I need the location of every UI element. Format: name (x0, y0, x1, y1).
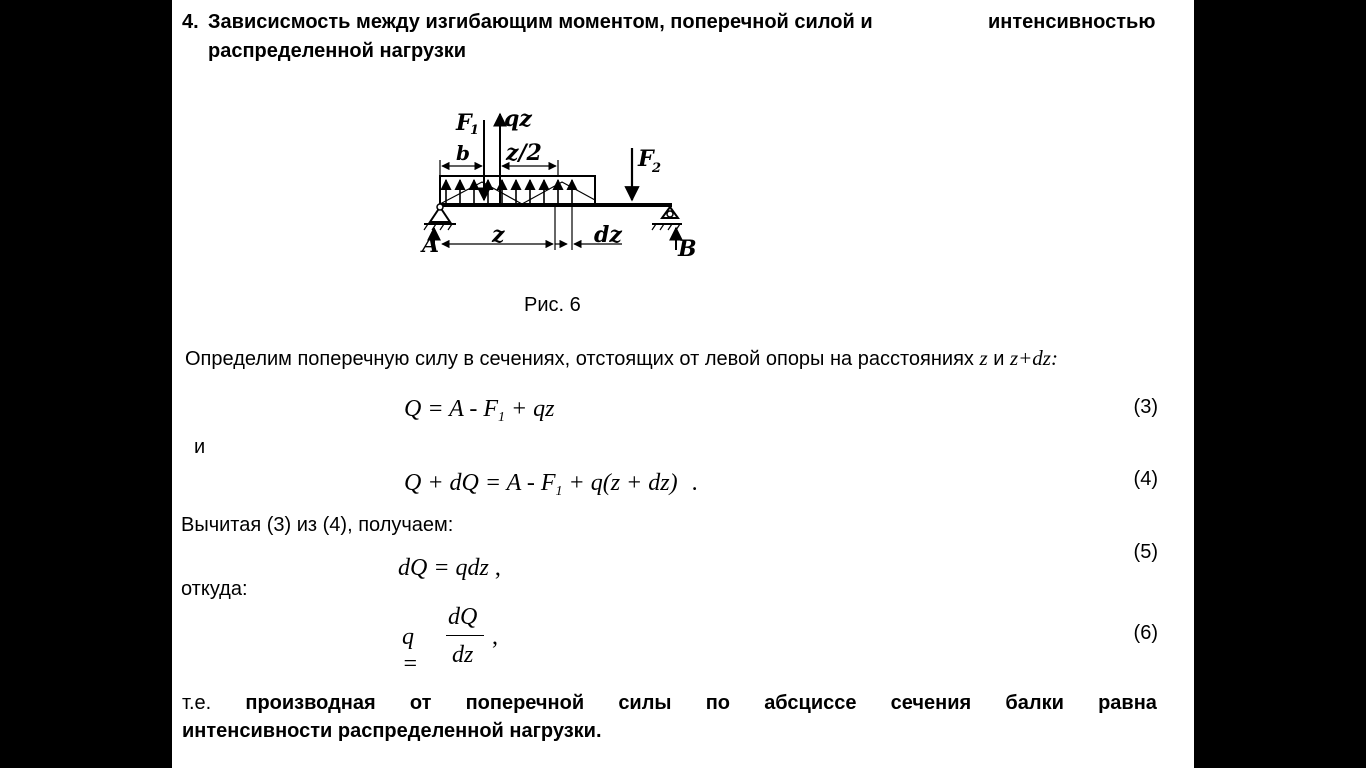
eq3-left: Q = A - F (404, 396, 498, 422)
conclusion-line-1 (182, 689, 1157, 717)
title-line-1-tail: интенсивностью (988, 11, 1156, 33)
conclusion-line-2-text: интенсивности распределенной нагрузки. (182, 720, 602, 742)
eq3-sub: 1 (497, 410, 505, 425)
conclusion-line-2 (182, 717, 1157, 745)
label-b: b (456, 141, 470, 165)
distributed-load-arrows (446, 180, 572, 204)
label-dz: dz (594, 222, 622, 248)
conclusion-word: балки (1005, 692, 1064, 714)
label-f2-sub: 2 (652, 161, 662, 176)
label-f1: F (456, 110, 472, 136)
beam-diagram (412, 100, 732, 270)
conclusion (182, 689, 1157, 745)
eq6-denominator: dz (452, 642, 474, 668)
conclusion-word: сечения (890, 692, 972, 714)
conclusion-word: производная (245, 692, 376, 714)
eq3-right: + qz (504, 396, 555, 422)
conclusion-word: силы (618, 692, 672, 714)
conclusion-prefix: т.е. (182, 692, 212, 714)
equation-5-number: (5) (1133, 541, 1158, 563)
title-line-1: Зависисмость между изгибающим моментом, поперечной силой и (208, 11, 873, 33)
conclusion-word: по (705, 692, 730, 714)
conclusion-word: абсциссе (764, 692, 857, 714)
intro-paragraph (185, 346, 1058, 371)
equation-5 (398, 555, 501, 582)
equation-6-number: (6) (1133, 622, 1158, 644)
intro-text: Определим поперечную силу в сечениях, отстоящих от левой опоры на расстояниях (185, 348, 974, 370)
eq5-comma: , (494, 555, 501, 581)
intro-and: и (993, 348, 1005, 370)
eq4-dot: . (691, 470, 698, 496)
eq4-left: Q + dQ = A - F (404, 470, 556, 496)
eq6-fraction-bar (446, 635, 484, 636)
equation-4-number: (4) (1133, 468, 1158, 490)
intro-var-z-dz: z+dz: (1009, 346, 1058, 370)
eq4-right: + q(z + dz) (562, 470, 678, 496)
eq6-comma: , (492, 624, 498, 650)
label-a: A (422, 232, 440, 258)
label-z: z (492, 222, 505, 248)
conclusion-word: от (409, 692, 432, 714)
conclusion-word: равна (1098, 692, 1157, 714)
title-line-2: распределенной нагрузки (208, 40, 467, 62)
equation-3 (404, 396, 555, 426)
label-qz: qz (504, 106, 532, 132)
eq5-text: dQ = qdz (398, 555, 489, 581)
eq6-lhs: q = (402, 624, 419, 677)
conclusion-word: поперечной (465, 692, 585, 714)
conjunction-and: и (194, 436, 206, 458)
slide (172, 0, 1194, 768)
equation-3-number: (3) (1133, 396, 1158, 418)
intro-var-z: z (979, 346, 988, 370)
eq4-sub: 1 (555, 484, 563, 499)
eq6-numerator: dQ (448, 604, 478, 630)
title-number: 4. (182, 11, 199, 33)
figure-caption: Рис. 6 (524, 294, 581, 316)
label-z-half: z/2 (506, 140, 542, 166)
equation-4 (404, 470, 698, 500)
whence-text: откуда: (181, 578, 248, 600)
label-b-support: B (678, 236, 697, 262)
label-f2: F (638, 146, 654, 172)
label-f1-sub: 1 (470, 123, 480, 138)
subtract-text: Вычитая (3) из (4), получаем: (181, 514, 454, 536)
